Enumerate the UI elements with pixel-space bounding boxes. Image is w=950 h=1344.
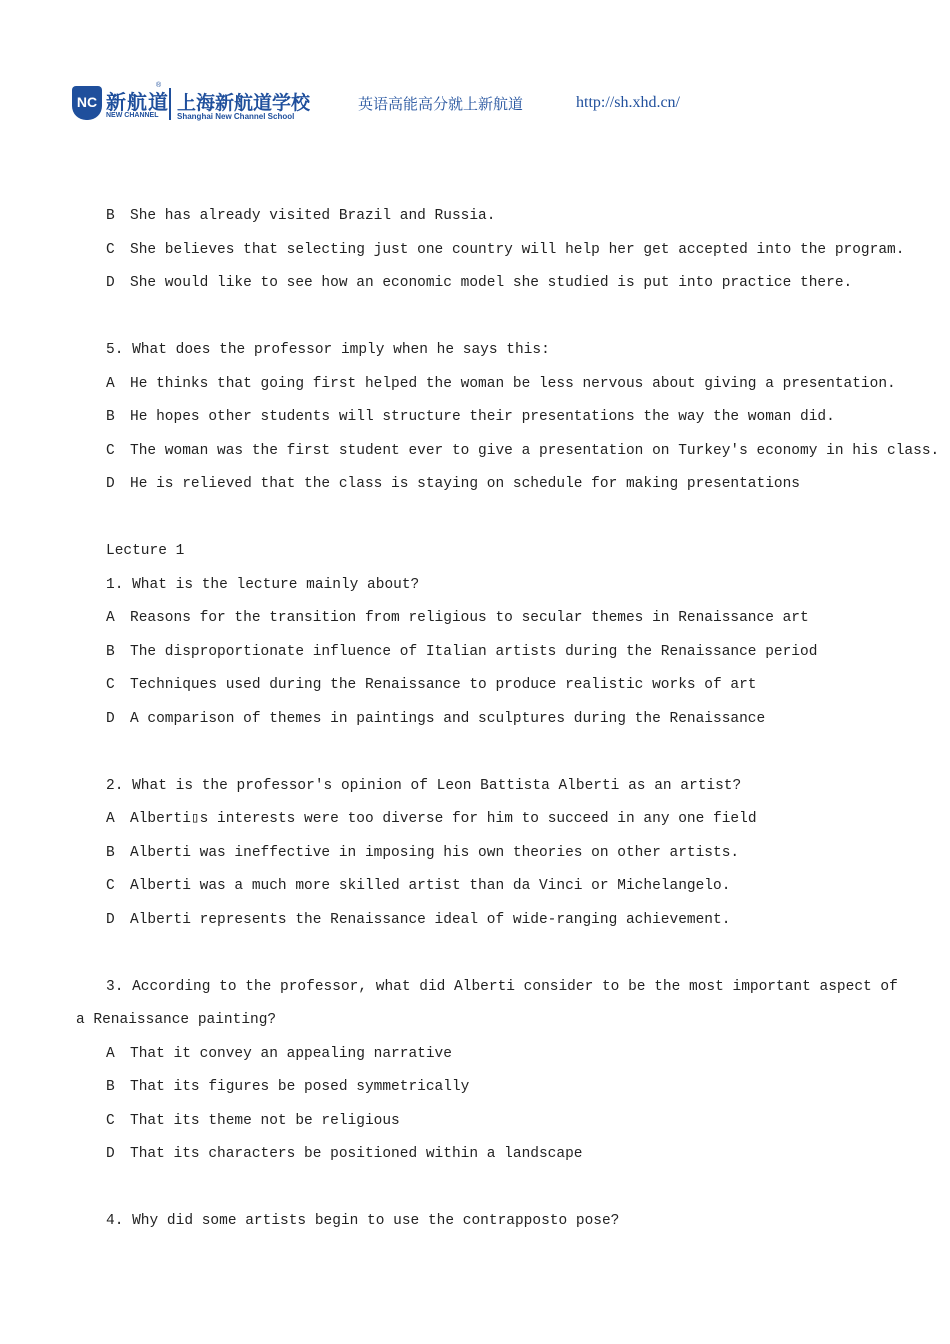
answer-option (106, 876, 730, 896)
option-text: The woman was the first student ever to give a presentation on Turkey's economy in his class. (130, 443, 940, 459)
answer-option (106, 910, 730, 930)
option-text: Reasons for the transition from religious to secular themes in Renaissance art (130, 610, 809, 626)
option-letter: C (106, 677, 115, 693)
answer-option (106, 441, 939, 461)
header-url-link[interactable]: http://sh.xhd.cn/ (576, 94, 680, 111)
question-text: 2. What is the professor's opinion of Leon Battista Alberti as an artist? (106, 778, 742, 794)
option-letter: C (106, 443, 115, 459)
option-letter: C (106, 1113, 115, 1129)
registered-mark: ® (156, 82, 162, 89)
question-text: 5. What does the professor imply when he says this: (106, 342, 550, 358)
answer-option (106, 1044, 452, 1064)
answer-option (106, 474, 800, 494)
option-letter: B (106, 409, 115, 425)
logo-chinese-name: 新航道 (106, 90, 169, 114)
option-letter: A (106, 1046, 115, 1062)
school-english-name: Shanghai New Channel School (177, 112, 295, 121)
option-text: Techniques used during the Renaissance to produce realistic works of art (130, 677, 757, 693)
option-text: She has already visited Brazil and Russia. (130, 208, 496, 224)
question-continuation: a Renaissance painting? (76, 1012, 277, 1028)
option-letter: B (106, 1079, 115, 1095)
option-text: That its figures be posed symmetrically (130, 1079, 470, 1095)
school-chinese-name: 上海新航道学校 (177, 92, 311, 114)
option-letter: D (106, 912, 115, 928)
option-letter: B (106, 845, 115, 861)
option-letter: C (106, 878, 115, 894)
option-text: The disproportionate influence of Italian artists during the Renaissance period (130, 644, 818, 660)
question-text: 3. According to the professor, what did Alberti consider to be the most important aspect of (106, 979, 898, 995)
header-slogan: 英语高能高分就上新航道 (358, 95, 524, 113)
option-letter: D (106, 476, 115, 492)
section-heading: Lecture 1 (106, 543, 185, 559)
option-text: Alberti was a much more skilled artist than da Vinci or Michelangelo. (130, 878, 731, 894)
option-text: That its characters be positioned within a landscape (130, 1146, 583, 1162)
option-text: He hopes other students will structure their presentations the way the woman did. (130, 409, 835, 425)
logo-divider (169, 88, 171, 120)
option-letter: A (106, 811, 115, 827)
option-text: Alberti▯s interests were too diverse for him to succeed in any one field (130, 811, 757, 827)
option-letter: B (106, 644, 115, 660)
answer-option (106, 675, 757, 695)
option-text: That it convey an appealing narrative (130, 1046, 452, 1062)
option-text: He thinks that going first helped the woman be less nervous about giving a presentation. (130, 376, 896, 392)
answer-option (106, 709, 765, 729)
answer-option (106, 608, 809, 628)
option-letter: B (106, 208, 115, 224)
option-text: That its theme not be religious (130, 1113, 400, 1129)
answer-option (106, 1144, 582, 1164)
answer-option (106, 843, 739, 863)
answer-option (106, 1077, 469, 1097)
option-letter: A (106, 376, 115, 392)
page-header (72, 80, 892, 130)
answer-option (106, 240, 904, 260)
answer-option (106, 374, 896, 394)
answer-option (106, 407, 835, 427)
answer-option (106, 273, 852, 293)
option-letter: C (106, 242, 115, 258)
answer-option (106, 642, 817, 662)
option-text: Alberti was ineffective in imposing his own theories on other artists. (130, 845, 740, 861)
option-text: A comparison of themes in paintings and sculptures during the Renaissance (130, 711, 766, 727)
question-text: 1. What is the lecture mainly about? (106, 577, 420, 593)
option-letter: D (106, 1146, 115, 1162)
option-letter: D (106, 711, 115, 727)
answer-option (106, 809, 757, 829)
option-text: She believes that selecting just one country will help her get accepted into the program. (130, 242, 905, 258)
logo-english-name: NEW CHANNEL (106, 112, 159, 119)
new-channel-logo-icon: NC (72, 86, 102, 120)
option-letter: A (106, 610, 115, 626)
option-text: He is relieved that the class is staying on schedule for making presentations (130, 476, 801, 492)
answer-option (106, 1111, 400, 1131)
option-text: Alberti represents the Renaissance ideal of wide-ranging achievement. (130, 912, 731, 928)
answer-option (106, 206, 495, 226)
option-letter: D (106, 275, 115, 291)
option-text: She would like to see how an economic model she studied is put into practice there. (130, 275, 853, 291)
question-text: 4. Why did some artists begin to use the contrapposto pose? (106, 1213, 620, 1229)
